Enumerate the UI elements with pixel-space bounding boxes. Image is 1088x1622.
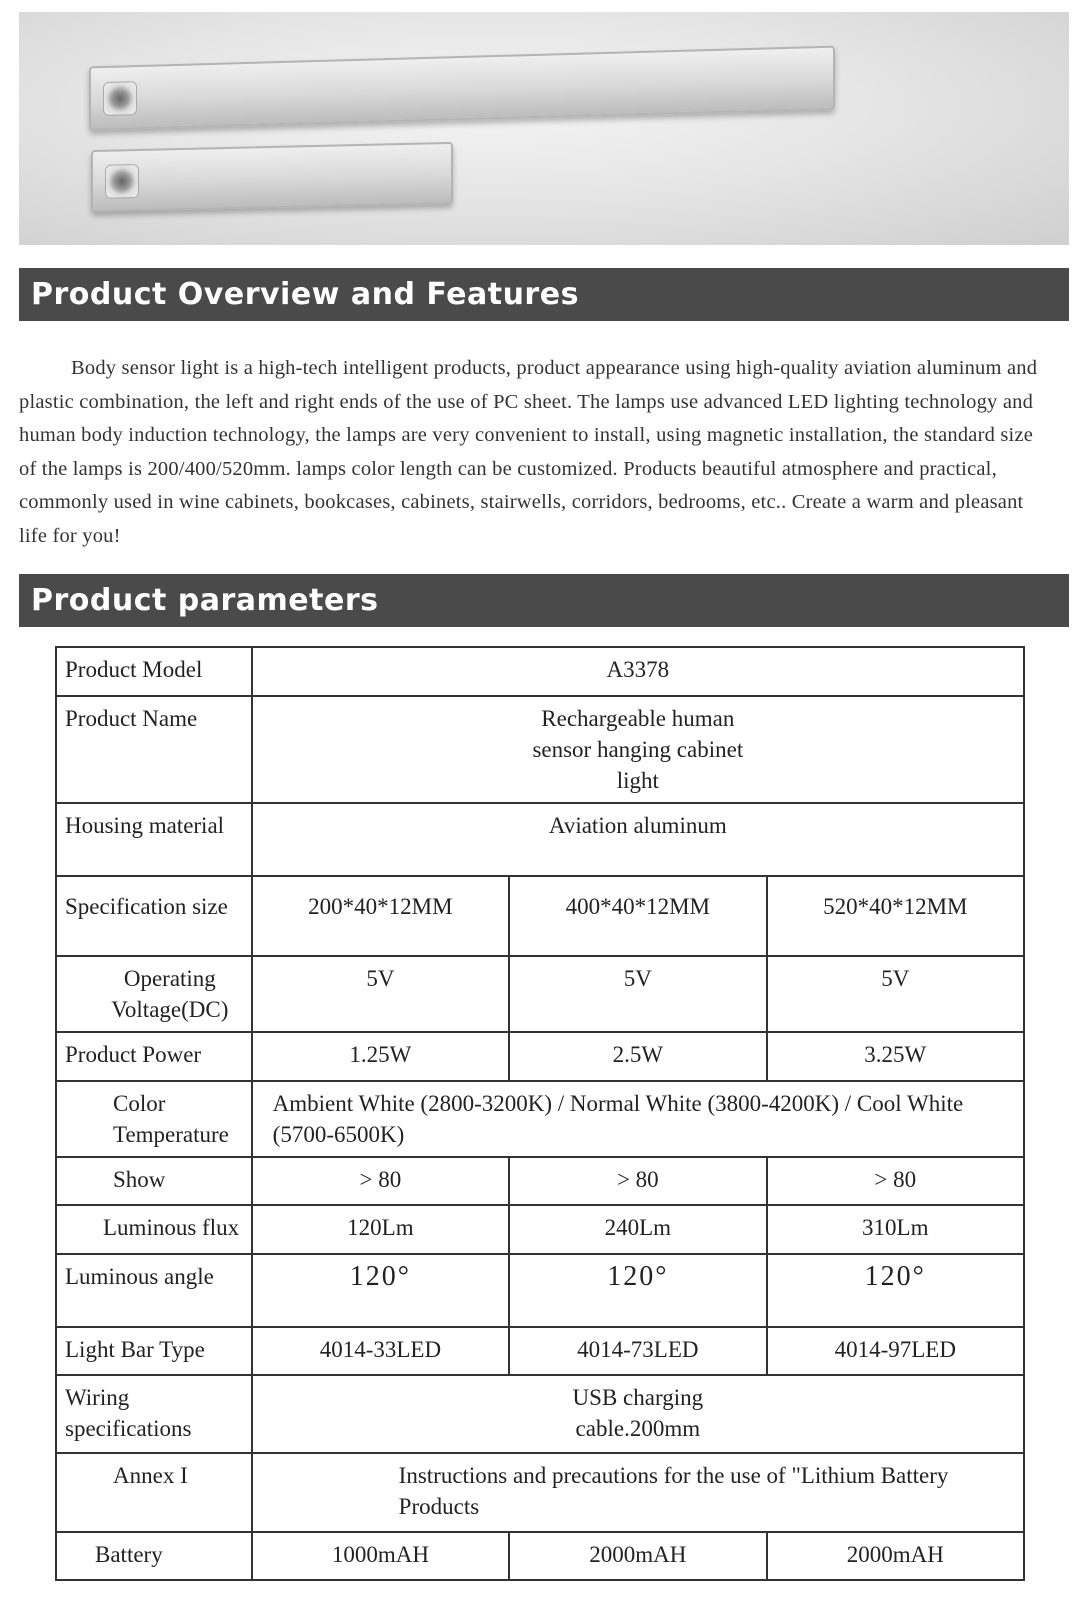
param-label: Battery xyxy=(56,1532,252,1580)
param-label: Housing material xyxy=(56,803,252,876)
table-row xyxy=(56,1205,1024,1254)
param-value: Instructions and precautions for the use of "Lithium Battery Products xyxy=(252,1453,1024,1532)
param-label: Product Model xyxy=(56,647,252,696)
param-value: Ambient White (2800-3200K) / Normal White (3800-4200K) / Cool White (5700-6500K) xyxy=(252,1081,1024,1157)
param-value: 5V xyxy=(252,956,509,1032)
param-value: 2000mAH xyxy=(509,1532,766,1580)
param-value: 200*40*12MM xyxy=(252,876,509,956)
table-row xyxy=(56,1532,1024,1580)
param-value: 1000mAH xyxy=(252,1532,509,1580)
param-value: Rechargeable human sensor hanging cabinet light xyxy=(532,706,744,793)
parameters-heading: Product parameters xyxy=(19,574,1069,627)
param-value: 3.25W xyxy=(767,1032,1024,1081)
table-row xyxy=(56,1453,1024,1532)
table-row xyxy=(56,1327,1024,1375)
overview-paragraph: Body sensor light is a high-tech intelligent products, product appearance using high-quality aviation aluminum and plastic combination, the left and right ends of the use of PC sheet. The lamps use advanced LED lighting technology and human body induction technology, the lamps are very convenient to install, using magnetic installation, the standard size of the lamps is 200/400/520mm. lamps color length can be customized. Products beautiful atmosphere and practical, commonly used in wine cabinets, bookcases, cabinets, stairwells, corridors, bedrooms, etc.. Create a warm and pleasant life for you! xyxy=(19,357,1038,547)
overview-heading: Product Overview and Features xyxy=(19,268,1069,321)
param-value: 4014-33LED xyxy=(252,1327,509,1375)
param-label: Luminous angle xyxy=(56,1254,252,1327)
param-value: Aviation aluminum xyxy=(252,803,1024,876)
param-value: 2000mAH xyxy=(767,1532,1024,1580)
parameters-table xyxy=(55,646,1025,1581)
param-label: Luminous flux xyxy=(56,1205,252,1254)
table-row xyxy=(56,1081,1024,1157)
param-value: > 80 xyxy=(509,1157,766,1205)
param-value: 120° xyxy=(767,1254,1024,1327)
light-bar-long xyxy=(89,46,835,131)
param-label: Light Bar Type xyxy=(56,1327,252,1375)
param-label: Show xyxy=(56,1157,252,1205)
param-value: 310Lm xyxy=(767,1205,1024,1254)
param-label: Color Temperature xyxy=(56,1081,252,1157)
param-value: 5V xyxy=(767,956,1024,1032)
table-row xyxy=(56,956,1024,1032)
param-label: Wiring specifications xyxy=(56,1375,252,1453)
table-row xyxy=(56,647,1024,696)
table-row xyxy=(56,1157,1024,1205)
param-value: USB charging cable.200mm xyxy=(572,1385,704,1441)
param-value: 400*40*12MM xyxy=(509,876,766,956)
table-row xyxy=(56,876,1024,956)
param-value: 4014-97LED xyxy=(767,1327,1024,1375)
param-value: 520*40*12MM xyxy=(767,876,1024,956)
sensor-icon xyxy=(103,81,137,116)
param-label: Product Name xyxy=(56,696,252,803)
param-label: Operating Voltage(DC) xyxy=(56,956,252,1032)
param-value: A3378 xyxy=(252,647,1024,696)
param-value: > 80 xyxy=(767,1157,1024,1205)
param-value: 120° xyxy=(509,1254,766,1327)
table-row xyxy=(56,1032,1024,1081)
table-row xyxy=(56,803,1024,876)
light-bar-short xyxy=(91,142,453,212)
param-label: Product Power xyxy=(56,1032,252,1081)
sensor-icon xyxy=(105,164,139,199)
table-row xyxy=(56,1254,1024,1327)
param-value: > 80 xyxy=(252,1157,509,1205)
param-value: 120Lm xyxy=(252,1205,509,1254)
table-row xyxy=(56,696,1024,803)
param-value: 240Lm xyxy=(509,1205,766,1254)
param-value: 5V xyxy=(509,956,766,1032)
param-value: 2.5W xyxy=(509,1032,766,1081)
param-value: 120° xyxy=(252,1254,509,1327)
product-hero-image xyxy=(19,12,1069,245)
param-value: 1.25W xyxy=(252,1032,509,1081)
param-label: Annex I xyxy=(56,1453,252,1532)
param-value: 4014-73LED xyxy=(509,1327,766,1375)
param-label: Specification size xyxy=(56,876,252,956)
table-row xyxy=(56,1375,1024,1453)
